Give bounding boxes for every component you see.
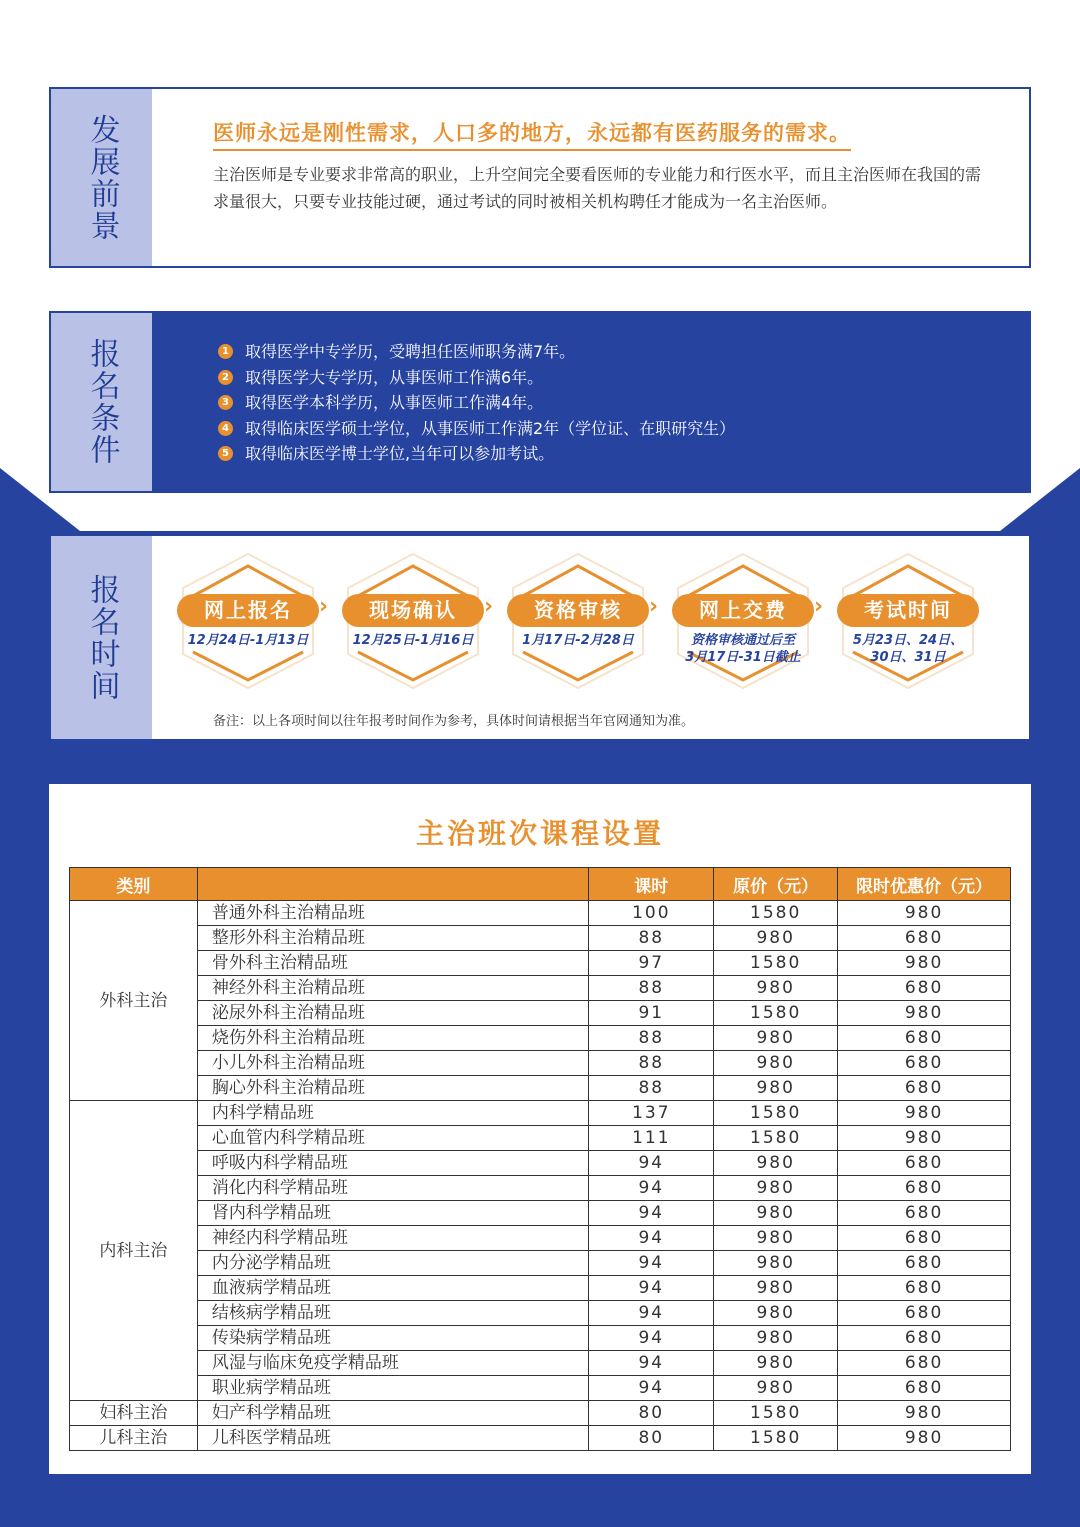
hours-cell: 91 <box>589 1001 714 1026</box>
table-row <box>70 1176 1011 1201</box>
discount-price-cell: 680 <box>838 1276 1011 1301</box>
prospects-body: 主治医师是专业要求非常高的职业，上升空间完全要看医师的专业能力和行医水平，而且主治医师在我国的需求量很大，只要专业技能过硬，通过考试的同时被相关机构聘任才能成为一名主治医师。 <box>213 165 982 211</box>
table-row <box>70 1151 1011 1176</box>
original-price-cell: 980 <box>714 1026 838 1051</box>
list-item <box>218 416 735 442</box>
hours-cell: 94 <box>589 1276 714 1301</box>
discount-price-cell: 680 <box>838 1201 1011 1226</box>
original-price-cell: 1580 <box>714 1001 838 1026</box>
courses-table-body <box>70 901 1011 1451</box>
requirement-text: 取得医学本科学历，从事医师工作满4年。 <box>245 393 544 412</box>
original-price-cell: 980 <box>714 1376 838 1401</box>
course-name-cell: 心血管内科学精品班 <box>197 1126 589 1151</box>
course-name-cell: 神经内科学精品班 <box>197 1226 589 1251</box>
requirement-text: 取得临床医学博士学位,当年可以参加考试。 <box>245 444 555 463</box>
requirements-list <box>218 339 735 467</box>
table-row <box>70 1101 1011 1126</box>
discount-price-cell: 680 <box>838 1251 1011 1276</box>
original-price-cell: 1580 <box>714 1101 838 1126</box>
arrow-right-icon: › <box>484 594 494 619</box>
original-price-cell: 1580 <box>714 1401 838 1426</box>
arrow-right-icon: › <box>319 594 329 619</box>
original-price-cell: 1580 <box>714 1426 838 1451</box>
table-row <box>70 901 1011 926</box>
original-price-cell: 980 <box>714 1151 838 1176</box>
schedule-step-label: 现场确认 <box>342 594 484 627</box>
number-badge-icon: 5 <box>218 446 233 461</box>
list-item <box>218 339 735 365</box>
schedule-side-label: 报名时间 <box>84 573 120 702</box>
table-row <box>70 1051 1011 1076</box>
schedule-step-label: 资格审核 <box>507 594 649 627</box>
original-price-cell: 1580 <box>714 1126 838 1151</box>
header-discount-price: 限时优惠价（元） <box>838 868 1011 901</box>
original-price-cell: 980 <box>714 1226 838 1251</box>
hours-cell: 94 <box>589 1226 714 1251</box>
discount-price-cell: 680 <box>838 1376 1011 1401</box>
schedule-step <box>839 552 977 690</box>
course-name-cell: 传染病学精品班 <box>197 1326 589 1351</box>
hours-cell: 137 <box>589 1101 714 1126</box>
header-hours: 课时 <box>589 868 714 901</box>
schedule-step <box>674 552 812 690</box>
course-name-cell: 神经外科主治精品班 <box>197 976 589 1001</box>
number-badge-icon: 3 <box>218 395 233 410</box>
schedule-step-date: 12月24日-1月13日 <box>187 633 309 648</box>
schedule-step <box>344 552 482 690</box>
discount-price-cell: 680 <box>838 1351 1011 1376</box>
schedule-step-label: 网上报名 <box>177 594 319 627</box>
course-name-cell: 职业病学精品班 <box>197 1376 589 1401</box>
course-name-cell: 内科学精品班 <box>197 1101 589 1126</box>
table-row <box>70 1001 1011 1026</box>
original-price-cell: 980 <box>714 1276 838 1301</box>
table-row <box>70 1351 1011 1376</box>
schedule-step-date: 1月17日-2月28日 <box>522 633 634 648</box>
schedule-note: 备注：以上各项时间以往年报考时间作为参考，具体时间请根据当年官网通知为准。 <box>213 714 695 729</box>
original-price-cell: 980 <box>714 926 838 951</box>
hours-cell: 94 <box>589 1151 714 1176</box>
header-course <box>197 868 589 901</box>
number-badge-icon: 2 <box>218 370 233 385</box>
hours-cell: 94 <box>589 1201 714 1226</box>
prospects-side-label: 发展前景 <box>84 113 120 242</box>
discount-price-cell: 980 <box>838 1001 1011 1026</box>
course-name-cell: 消化内科学精品班 <box>197 1176 589 1201</box>
course-name-cell: 血液病学精品班 <box>197 1276 589 1301</box>
discount-price-cell: 980 <box>838 951 1011 976</box>
number-badge-icon: 1 <box>218 344 233 359</box>
requirements-side-panel <box>51 313 152 491</box>
course-name-cell: 普通外科主治精品班 <box>197 901 589 926</box>
list-item <box>218 441 735 467</box>
original-price-cell: 980 <box>714 1076 838 1101</box>
discount-price-cell: 680 <box>838 1026 1011 1051</box>
course-name-cell: 烧伤外科主治精品班 <box>197 1026 589 1051</box>
course-name-cell: 结核病学精品班 <box>197 1301 589 1326</box>
requirement-text: 取得医学中专学历，受聘担任医师职务满7年。 <box>245 342 576 361</box>
table-row <box>70 1326 1011 1351</box>
discount-price-cell: 980 <box>838 901 1011 926</box>
table-row <box>70 1026 1011 1051</box>
prospects-side-panel <box>51 89 152 266</box>
discount-price-cell: 680 <box>838 1226 1011 1251</box>
table-row <box>70 1226 1011 1251</box>
discount-price-cell: 680 <box>838 926 1011 951</box>
hours-cell: 88 <box>589 926 714 951</box>
discount-price-cell: 680 <box>838 1076 1011 1101</box>
schedule-step-date: 资格审核通过后至 3月17日-31日截止 <box>685 633 801 665</box>
discount-price-cell: 680 <box>838 976 1011 1001</box>
course-name-cell: 内分泌学精品班 <box>197 1251 589 1276</box>
requirements-side-label: 报名条件 <box>84 338 120 466</box>
hours-cell: 94 <box>589 1301 714 1326</box>
courses-table <box>69 867 1011 1451</box>
table-row <box>70 926 1011 951</box>
discount-price-cell: 680 <box>838 1301 1011 1326</box>
table-header-row <box>70 868 1011 901</box>
discount-price-cell: 980 <box>838 1126 1011 1151</box>
schedule-step <box>179 552 317 690</box>
table-row <box>70 1401 1011 1426</box>
schedule-step-label: 考试时间 <box>837 594 979 627</box>
hours-cell: 80 <box>589 1401 714 1426</box>
hours-cell: 88 <box>589 1026 714 1051</box>
discount-price-cell: 980 <box>838 1401 1011 1426</box>
hours-cell: 94 <box>589 1176 714 1201</box>
original-price-cell: 980 <box>714 1326 838 1351</box>
schedule-side-panel <box>51 536 152 739</box>
table-row <box>70 976 1011 1001</box>
requirement-text: 取得医学大专学历，从事医师工作满6年。 <box>245 367 544 387</box>
category-cell: 外科主治 <box>70 901 198 1101</box>
arrow-right-icon: › <box>649 594 659 619</box>
hours-cell: 88 <box>589 1076 714 1101</box>
hours-cell: 88 <box>589 1051 714 1076</box>
schedule-step-label: 网上交费 <box>672 594 814 627</box>
course-name-cell: 风湿与临床免疫学精品班 <box>197 1351 589 1376</box>
discount-price-cell: 980 <box>838 1101 1011 1126</box>
table-row <box>70 1276 1011 1301</box>
hours-cell: 80 <box>589 1426 714 1451</box>
table-row <box>70 1426 1011 1451</box>
schedule-step <box>509 552 647 690</box>
course-name-cell: 儿科医学精品班 <box>197 1426 589 1451</box>
table-row <box>70 1251 1011 1276</box>
hours-cell: 100 <box>589 901 714 926</box>
list-item <box>218 365 735 391</box>
schedule-section <box>49 534 1031 741</box>
discount-price-cell: 680 <box>838 1326 1011 1351</box>
requirement-text: 取得临床医学硕士学位，从事医师工作满2年（学位证、在职研究生） <box>245 418 736 438</box>
original-price-cell: 1580 <box>714 901 838 926</box>
table-row <box>70 1126 1011 1151</box>
hours-cell: 94 <box>589 1326 714 1351</box>
hours-cell: 97 <box>589 951 714 976</box>
original-price-cell: 980 <box>714 1351 838 1376</box>
discount-price-cell: 980 <box>838 1426 1011 1451</box>
prospects-section <box>49 87 1031 268</box>
discount-price-cell: 680 <box>838 1051 1011 1076</box>
hours-cell: 94 <box>589 1351 714 1376</box>
course-name-cell: 妇产科学精品班 <box>197 1401 589 1426</box>
table-row <box>70 951 1011 976</box>
discount-price-cell: 680 <box>838 1176 1011 1201</box>
course-name-cell: 骨外科主治精品班 <box>197 951 589 976</box>
header-original-price: 原价（元） <box>714 868 838 901</box>
table-row <box>70 1076 1011 1101</box>
course-name-cell: 呼吸内科学精品班 <box>197 1151 589 1176</box>
category-cell: 儿科主治 <box>70 1426 198 1451</box>
prospects-heading: 医师永远是刚性需求，人口多的地方，永远都有医药服务的需求。 <box>213 117 851 151</box>
discount-price-cell: 680 <box>838 1151 1011 1176</box>
header-category: 类别 <box>70 868 198 901</box>
original-price-cell: 1580 <box>714 951 838 976</box>
requirements-section <box>49 311 1031 493</box>
number-badge-icon: 4 <box>218 421 233 436</box>
course-name-cell: 泌尿外科主治精品班 <box>197 1001 589 1026</box>
hours-cell: 111 <box>589 1126 714 1151</box>
schedule-step-date: 5月23日、24日、 30日、31日 <box>852 633 964 665</box>
original-price-cell: 980 <box>714 1176 838 1201</box>
table-row <box>70 1201 1011 1226</box>
course-name-cell: 小儿外科主治精品班 <box>197 1051 589 1076</box>
table-row <box>70 1301 1011 1326</box>
original-price-cell: 980 <box>714 1301 838 1326</box>
category-cell: 妇科主治 <box>70 1401 198 1426</box>
course-name-cell: 胸心外科主治精品班 <box>197 1076 589 1101</box>
hours-cell: 94 <box>589 1376 714 1401</box>
table-row <box>70 1376 1011 1401</box>
courses-title: 主治班次课程设置 <box>415 817 664 850</box>
original-price-cell: 980 <box>714 1251 838 1276</box>
hours-cell: 94 <box>589 1251 714 1276</box>
list-item <box>218 390 735 416</box>
schedule-step-date: 12月25日-1月16日 <box>352 633 474 648</box>
original-price-cell: 980 <box>714 1051 838 1076</box>
category-cell: 内科主治 <box>70 1101 198 1401</box>
hours-cell: 88 <box>589 976 714 1001</box>
courses-section <box>49 784 1031 1474</box>
course-name-cell: 整形外科主治精品班 <box>197 926 589 951</box>
course-name-cell: 肾内科学精品班 <box>197 1201 589 1226</box>
original-price-cell: 980 <box>714 976 838 1001</box>
original-price-cell: 980 <box>714 1201 838 1226</box>
arrow-right-icon: › <box>814 594 824 619</box>
